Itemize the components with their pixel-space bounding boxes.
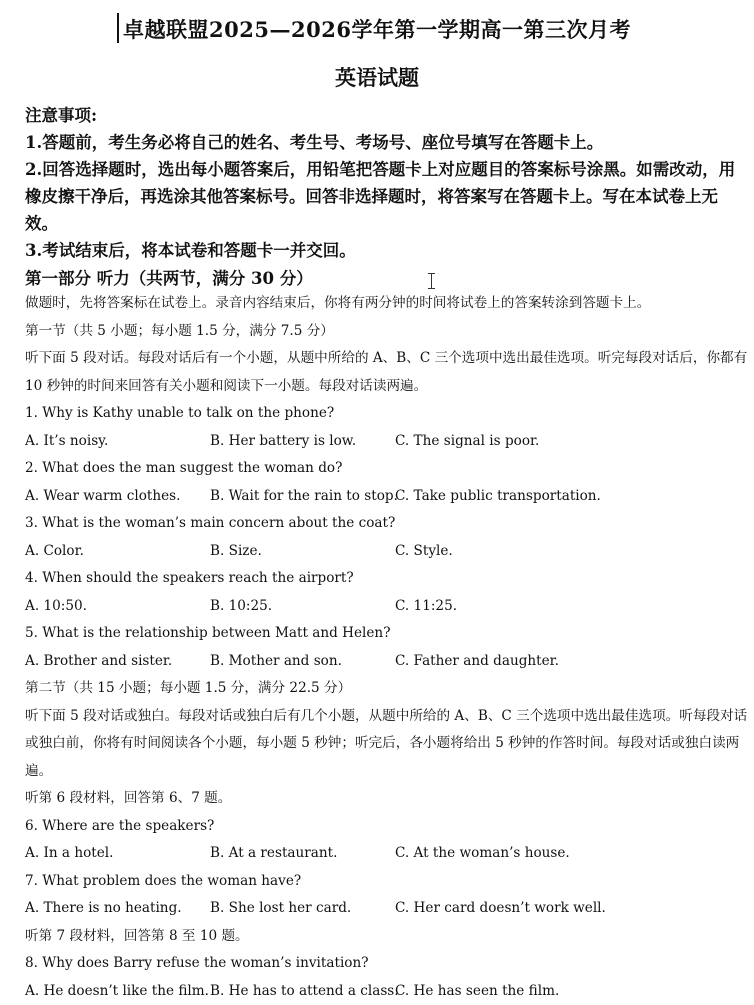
option-2a: A. Wear warm clothes. bbox=[25, 487, 181, 504]
note-item-2: 2.回答选择题时，选出每小题答案后，用铅笔把答题卡上对应题目的答案标号涂黑。如需改动，用橡皮擦干净后，再选涂其他答案标号。回答非选择题时，将答案写在答题卡上。写在本试卷上无效。 bbox=[25, 160, 736, 233]
option-6c: C. At the woman’s house. bbox=[395, 845, 570, 861]
section1-instructions: 听下面 5 段对话。每段对话后有一个小题，从题中所给的 A、B、C 三个选项中选出最佳选项。听完每段对话后，你都有 10 秒钟的时间来回答有关小题和阅读下一小题。每段对话读两遍。 bbox=[25, 350, 748, 394]
option-5b: B. Mother and son. bbox=[210, 652, 342, 669]
question-8: 8. Why does Barry refuse the woman’s invitation? bbox=[25, 955, 369, 971]
options-6 bbox=[25, 840, 750, 868]
section1-heading: 第一节（共 5 小题；每小题 1.5 分，满分 7.5 分） bbox=[25, 322, 334, 339]
option-4a: A. 10:50. bbox=[25, 597, 87, 614]
option-7b: B. She lost her card. bbox=[210, 900, 352, 916]
options-1 bbox=[25, 428, 750, 456]
part1-intro: 做题时，先将答案标在试卷上。录音内容结束后，你将有两分钟的时间将试卷上的答案转涂到答题卡上。 bbox=[25, 295, 651, 311]
question-5: 5. What is the relationship between Matt and Helen? bbox=[25, 625, 391, 641]
option-8a: A. He doesn’t like the film. bbox=[25, 982, 209, 999]
option-8c: C. He has seen the film. bbox=[395, 982, 560, 999]
options-8 bbox=[25, 978, 750, 1005]
question-3: 3. What is the woman’s main concern about the coat? bbox=[25, 515, 396, 531]
option-3c: C. Style. bbox=[395, 542, 453, 559]
option-6a: A. In a hotel. bbox=[25, 845, 114, 861]
option-7c: C. Her card doesn’t work well. bbox=[395, 900, 606, 916]
page-subtitle: 英语试题 bbox=[335, 65, 419, 90]
material-6-label: 听第 6 段材料，回答第 6、7 题。 bbox=[25, 790, 232, 806]
ibeam-cursor-icon bbox=[428, 273, 436, 290]
option-5a: A. Brother and sister. bbox=[25, 652, 173, 669]
options-5 bbox=[25, 648, 750, 676]
option-8b: B. He has to attend a class. bbox=[210, 982, 399, 999]
question-2: 2. What does the man suggest the woman do? bbox=[25, 460, 343, 476]
options-2 bbox=[25, 483, 750, 511]
note-item-3: 3.考试结束后，将本试卷和答题卡一并交回。 bbox=[25, 241, 356, 260]
option-3b: B. Size. bbox=[210, 542, 262, 559]
option-1a: A. It’s noisy. bbox=[25, 432, 109, 449]
option-2c: C. Take public transportation. bbox=[395, 487, 601, 504]
section2-heading: 第二节（共 15 小题；每小题 1.5 分，满分 22.5 分） bbox=[25, 680, 352, 696]
note-item-1: 1.答题前，考生务必将自己的姓名、考生号、考场号、座位号填写在答题卡上。 bbox=[25, 133, 604, 152]
question-6: 6. Where are the speakers? bbox=[25, 817, 215, 834]
option-2b: B. Wait for the rain to stop. bbox=[210, 487, 398, 504]
part1-heading: 第一部分 听力（共两节，满分 30 分） bbox=[25, 269, 313, 288]
option-1b: B. Her battery is low. bbox=[210, 432, 357, 449]
notes-section bbox=[25, 102, 750, 264]
material-7-label: 听第 7 段材料，回答第 8 至 10 题。 bbox=[25, 927, 249, 944]
section2-instructions: 听下面 5 段对话或独白。每段对话或独白后有几个小题，从题中所给的 A、B、C 三个选项中选出最佳选项。听每段对话或独白前，你将有时间阅读各个小题，每小题 5 秒钟；听完后，各小题将给出 5 秒钟的作答时间。每段对话或独白读两遍。 bbox=[25, 707, 748, 779]
option-1c: C. The signal is poor. bbox=[395, 432, 540, 449]
page-title: 卓越联盟2025—2026学年第一学期高一第三次月考 bbox=[123, 17, 631, 42]
exam-body bbox=[25, 290, 750, 1005]
question-1: 1. Why is Kathy unable to talk on the phone? bbox=[25, 405, 335, 421]
options-3 bbox=[25, 538, 750, 566]
option-4c: C. 11:25. bbox=[395, 597, 458, 614]
options-7 bbox=[25, 895, 750, 923]
option-5c: C. Father and daughter. bbox=[395, 652, 559, 669]
options-4 bbox=[25, 593, 750, 621]
option-4b: B. 10:25. bbox=[210, 597, 273, 614]
option-3a: A. Color. bbox=[25, 542, 84, 559]
question-7: 7. What problem does the woman have? bbox=[25, 872, 302, 889]
option-6b: B. At a restaurant. bbox=[210, 845, 338, 861]
question-4: 4. When should the speakers reach the airport? bbox=[25, 570, 354, 586]
notes-heading: 注意事项: bbox=[25, 106, 98, 125]
option-7a: A. There is no heating. bbox=[25, 900, 182, 916]
